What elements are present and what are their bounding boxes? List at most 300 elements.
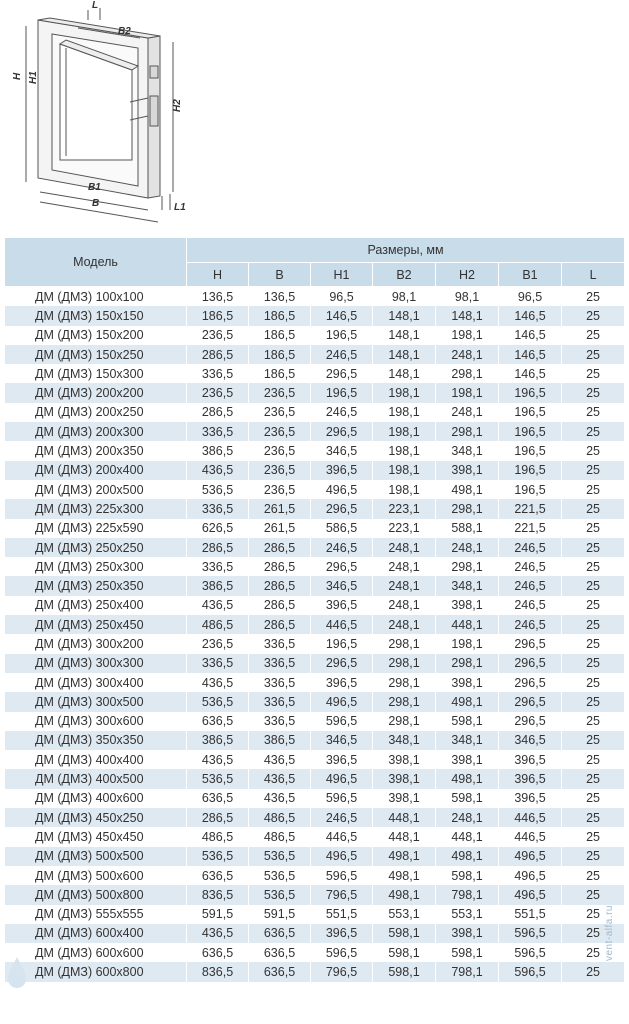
model-cell: ДМ (ДМЗ) 200х400 [5,461,187,480]
table-row [5,634,625,653]
table-row [5,557,625,576]
table-row [5,403,625,422]
dimension-cell: 436,5 [249,750,311,769]
dimension-cell: 436,5 [187,750,249,769]
dimension-cell: 636,5 [187,943,249,962]
dimension-cell: 636,5 [187,789,249,808]
dimension-cell: 198,1 [373,403,436,422]
label-h1: H1 [28,71,39,84]
dimension-cell: 236,5 [249,480,311,499]
dimension-cell: 25 [562,422,625,441]
model-cell: ДМ (ДМЗ) 150х250 [5,345,187,364]
dimension-cell: 25 [562,750,625,769]
dimension-cell: 551,5 [311,905,373,924]
dimension-cell: 298,1 [436,654,499,673]
dimension-cell: 446,5 [499,808,562,827]
dimension-cell: 286,5 [249,576,311,595]
table-row [5,326,625,345]
model-cell: ДМ (ДМЗ) 250х300 [5,557,187,576]
dimension-cell: 436,5 [249,769,311,788]
table-row [5,712,625,731]
dimension-cell: 25 [562,615,625,634]
dimension-cell: 296,5 [311,557,373,576]
table-row [5,287,625,307]
dimension-cell: 298,1 [373,673,436,692]
dimension-cell: 598,1 [373,962,436,981]
dimension-cell: 496,5 [311,847,373,866]
dimension-cell: 536,5 [187,847,249,866]
column-header: L [562,263,625,287]
dimension-cell: 398,1 [373,769,436,788]
dimension-cell: 25 [562,924,625,943]
dimension-cell: 636,5 [249,962,311,981]
dimension-cell: 25 [562,789,625,808]
dimension-cell: 596,5 [311,866,373,885]
dimension-cell: 148,1 [373,345,436,364]
dimension-cell: 25 [562,943,625,962]
dimension-cell: 436,5 [187,596,249,615]
dimension-cell: 551,5 [499,905,562,924]
table-row [5,345,625,364]
model-cell: ДМ (ДМЗ) 200х300 [5,422,187,441]
column-header: H1 [311,263,373,287]
table-row [5,364,625,383]
dimension-cell: 598,1 [373,924,436,943]
column-header: B [249,263,311,287]
dimension-cell: 25 [562,769,625,788]
dimension-cell: 246,5 [499,596,562,615]
dimension-cell: 236,5 [187,383,249,402]
model-cell: ДМ (ДМЗ) 350х350 [5,731,187,750]
dimension-cell: 553,1 [373,905,436,924]
dimensions-table [4,237,625,982]
model-cell: ДМ (ДМЗ) 400х400 [5,750,187,769]
dimension-cell: 348,1 [436,576,499,595]
dimension-cell: 148,1 [373,306,436,325]
dimension-cell: 246,5 [499,576,562,595]
dimension-cell: 596,5 [311,712,373,731]
label-l1: L1 [174,202,186,213]
dimension-cell: 336,5 [249,673,311,692]
dimension-cell: 261,5 [249,519,311,538]
dimension-cell: 536,5 [187,769,249,788]
dimension-cell: 248,1 [373,615,436,634]
dimensions-group-header: Размеры, мм [187,238,625,263]
dimension-cell: 25 [562,499,625,518]
dimension-cell: 591,5 [249,905,311,924]
dimension-cell: 336,5 [187,499,249,518]
dimension-cell: 298,1 [436,364,499,383]
model-cell: ДМ (ДМЗ) 400х500 [5,769,187,788]
dimension-cell: 221,5 [499,499,562,518]
dimension-cell: 236,5 [187,326,249,345]
dimension-cell: 198,1 [373,480,436,499]
model-cell: ДМ (ДМЗ) 600х600 [5,943,187,962]
dimension-cell: 246,5 [311,403,373,422]
model-cell: ДМ (ДМЗ) 200х350 [5,441,187,460]
dimension-cell: 198,1 [436,634,499,653]
dimension-cell: 626,5 [187,519,249,538]
dimension-cell: 496,5 [311,769,373,788]
table-row [5,905,625,924]
dimension-cell: 196,5 [499,383,562,402]
dimension-cell: 248,1 [436,808,499,827]
dimension-cell: 246,5 [311,345,373,364]
dimension-cell: 25 [562,480,625,499]
watermark-drop-icon [6,955,28,989]
table-row [5,769,625,788]
model-cell: ДМ (ДМЗ) 555х555 [5,905,187,924]
table-row [5,461,625,480]
table-row [5,499,625,518]
dimension-cell: 198,1 [373,383,436,402]
table-row [5,615,625,634]
dimension-cell: 436,5 [187,924,249,943]
dimension-cell: 25 [562,712,625,731]
dimension-cell: 246,5 [499,538,562,557]
dimension-cell: 348,1 [436,441,499,460]
dimension-cell: 146,5 [499,306,562,325]
dimension-cell: 591,5 [187,905,249,924]
dimension-cell: 298,1 [373,712,436,731]
model-cell: ДМ (ДМЗ) 150х200 [5,326,187,345]
model-cell: ДМ (ДМЗ) 300х300 [5,654,187,673]
dimension-cell: 298,1 [373,654,436,673]
dimension-cell: 536,5 [249,885,311,904]
model-cell: ДМ (ДМЗ) 250х400 [5,596,187,615]
dimension-cell: 146,5 [499,345,562,364]
dimension-cell: 298,1 [436,557,499,576]
dimension-cell: 196,5 [311,634,373,653]
dimension-cell: 398,1 [373,789,436,808]
dimension-cell: 186,5 [249,306,311,325]
dimension-cell: 198,1 [436,326,499,345]
dimension-cell: 396,5 [311,596,373,615]
model-cell: ДМ (ДМЗ) 600х400 [5,924,187,943]
dimension-cell: 536,5 [187,692,249,711]
dimension-cell: 25 [562,673,625,692]
dimension-cell: 596,5 [499,962,562,981]
dimension-cell: 336,5 [249,654,311,673]
table-row [5,789,625,808]
column-header: B2 [373,263,436,287]
dimension-cell: 596,5 [311,789,373,808]
dimension-cell: 146,5 [311,306,373,325]
table-row [5,422,625,441]
label-b: B [92,198,100,209]
dimension-cell: 536,5 [249,847,311,866]
dimension-cell: 246,5 [311,808,373,827]
dimension-cell: 298,1 [436,422,499,441]
model-cell: ДМ (ДМЗ) 500х500 [5,847,187,866]
dimension-cell: 636,5 [187,712,249,731]
dimension-cell: 25 [562,326,625,345]
dimension-cell: 348,1 [436,731,499,750]
dimension-cell: 96,5 [311,287,373,307]
dimension-cell: 348,1 [373,731,436,750]
dimension-cell: 25 [562,827,625,846]
model-cell: ДМ (ДМЗ) 100х100 [5,287,187,307]
dimension-cell: 446,5 [499,827,562,846]
dimension-cell: 396,5 [499,750,562,769]
label-b2: B2 [118,26,131,37]
dimension-cell: 636,5 [249,924,311,943]
dimension-cell: 536,5 [249,866,311,885]
dimension-cell: 536,5 [187,480,249,499]
model-cell: ДМ (ДМЗ) 250х250 [5,538,187,557]
dimension-cell: 498,1 [373,847,436,866]
model-cell: ДМ (ДМЗ) 225х590 [5,519,187,538]
dimension-cell: 136,5 [249,287,311,307]
dimension-cell: 298,1 [373,634,436,653]
table-row [5,306,625,325]
dimension-cell: 396,5 [499,789,562,808]
table-row [5,654,625,673]
dimension-cell: 448,1 [436,615,499,634]
dimension-cell: 196,5 [499,403,562,422]
dimension-cell: 296,5 [311,654,373,673]
dimension-cell: 248,1 [373,557,436,576]
dimension-cell: 346,5 [311,441,373,460]
dimension-cell: 346,5 [499,731,562,750]
model-cell: ДМ (ДМЗ) 225х300 [5,499,187,518]
model-cell: ДМ (ДМЗ) 300х500 [5,692,187,711]
dimension-cell: 498,1 [373,866,436,885]
table-row [5,596,625,615]
dimension-cell: 448,1 [436,827,499,846]
table-row [5,750,625,769]
dimension-cell: 496,5 [311,692,373,711]
door-dimension-drawing [0,0,200,232]
dimension-cell: 25 [562,383,625,402]
dimension-cell: 296,5 [499,692,562,711]
dimension-cell: 223,1 [373,499,436,518]
model-cell: ДМ (ДМЗ) 300х600 [5,712,187,731]
dimension-cell: 148,1 [436,306,499,325]
dimension-cell: 25 [562,441,625,460]
dimension-cell: 498,1 [436,847,499,866]
dimension-cell: 336,5 [187,364,249,383]
dimension-cell: 398,1 [373,750,436,769]
dimension-cell: 396,5 [311,924,373,943]
dimension-cell: 25 [562,654,625,673]
dimension-cell: 498,1 [436,480,499,499]
dimension-cell: 186,5 [249,326,311,345]
dimension-cell: 25 [562,731,625,750]
dimension-cell: 186,5 [187,306,249,325]
dimension-cell: 236,5 [187,634,249,653]
column-header: H [187,263,249,287]
dimension-cell: 286,5 [249,538,311,557]
dimension-cell: 146,5 [499,326,562,345]
dimension-cell: 398,1 [436,924,499,943]
dimension-cell: 386,5 [187,441,249,460]
dimension-cell: 596,5 [311,943,373,962]
dimension-cell: 25 [562,634,625,653]
dimension-cell: 96,5 [499,287,562,307]
table-row [5,673,625,692]
dimension-cell: 296,5 [499,712,562,731]
dimension-cell: 586,5 [311,519,373,538]
dimension-cell: 198,1 [373,441,436,460]
dimension-cell: 286,5 [249,557,311,576]
dimension-cell: 248,1 [373,538,436,557]
dimension-cell: 436,5 [187,461,249,480]
dimension-cell: 196,5 [311,326,373,345]
dimension-cell: 398,1 [436,673,499,692]
table-row [5,943,625,962]
table-row [5,731,625,750]
dimension-cell: 598,1 [436,866,499,885]
dimension-cell: 486,5 [187,615,249,634]
dimension-cell: 296,5 [499,654,562,673]
dimension-cell: 286,5 [187,345,249,364]
dimension-cell: 25 [562,692,625,711]
dimension-cell: 796,5 [311,962,373,981]
dimension-cell: 25 [562,576,625,595]
dimension-cell: 25 [562,866,625,885]
dimension-cell: 196,5 [311,383,373,402]
table-row [5,924,625,943]
table-row [5,538,625,557]
table-row [5,480,625,499]
dimension-cell: 496,5 [499,847,562,866]
model-cell: ДМ (ДМЗ) 200х500 [5,480,187,499]
dimension-cell: 248,1 [373,576,436,595]
dimension-cell: 286,5 [249,596,311,615]
dimension-cell: 236,5 [249,461,311,480]
dimension-cell: 98,1 [373,287,436,307]
dimension-cell: 236,5 [249,422,311,441]
table-row [5,383,625,402]
dimension-cell: 596,5 [499,943,562,962]
model-cell: ДМ (ДМЗ) 150х300 [5,364,187,383]
dimension-cell: 336,5 [249,634,311,653]
dimension-cell: 186,5 [249,364,311,383]
dimension-cell: 236,5 [249,441,311,460]
dimension-cell: 196,5 [499,422,562,441]
dimension-cell: 396,5 [311,461,373,480]
dimension-cell: 25 [562,557,625,576]
dimension-cell: 448,1 [373,808,436,827]
dimension-cell: 486,5 [249,808,311,827]
dimension-cell: 336,5 [249,692,311,711]
dimension-cell: 146,5 [499,364,562,383]
dimension-cell: 25 [562,962,625,981]
dimension-cell: 498,1 [436,769,499,788]
dimension-cell: 798,1 [436,885,499,904]
label-l: L [92,0,99,11]
dimension-cell: 796,5 [311,885,373,904]
dimension-cell: 25 [562,538,625,557]
table-row [5,847,625,866]
dimension-cell: 798,1 [436,962,499,981]
table-row [5,827,625,846]
dimension-cell: 25 [562,306,625,325]
dimension-cell: 196,5 [499,441,562,460]
dimension-cell: 296,5 [499,634,562,653]
dimension-cell: 553,1 [436,905,499,924]
table-row [5,808,625,827]
model-cell: ДМ (ДМЗ) 300х200 [5,634,187,653]
dimension-cell: 25 [562,905,625,924]
dimension-cell: 25 [562,847,625,866]
dimension-cell: 346,5 [311,731,373,750]
dimension-cell: 198,1 [373,461,436,480]
model-cell: ДМ (ДМЗ) 200х200 [5,383,187,402]
dimension-cell: 836,5 [187,885,249,904]
dimension-cell: 298,1 [373,692,436,711]
table-row [5,962,625,981]
model-cell: ДМ (ДМЗ) 500х600 [5,866,187,885]
table-row [5,519,625,538]
dimension-cell: 248,1 [436,403,499,422]
dimension-cell: 496,5 [311,480,373,499]
table-row [5,576,625,595]
dimension-cell: 636,5 [187,866,249,885]
dimension-cell: 248,1 [373,596,436,615]
dimension-cell: 221,5 [499,519,562,538]
dimension-cell: 286,5 [249,615,311,634]
model-cell: ДМ (ДМЗ) 200х250 [5,403,187,422]
dimension-cell: 25 [562,345,625,364]
table-row [5,441,625,460]
dimension-cell: 496,5 [499,885,562,904]
dimension-cell: 836,5 [187,962,249,981]
dimension-cell: 398,1 [436,750,499,769]
dimension-cell: 98,1 [436,287,499,307]
dimension-cell: 248,1 [436,538,499,557]
dimension-cell: 186,5 [249,345,311,364]
dimension-cell: 25 [562,403,625,422]
dimension-cell: 436,5 [187,673,249,692]
dimension-cell: 598,1 [436,943,499,962]
watermark: vent-alfa.ru [604,905,615,962]
dimension-cell: 25 [562,461,625,480]
dimension-cell: 25 [562,519,625,538]
column-header: B1 [499,263,562,287]
dimension-cell: 296,5 [311,499,373,518]
model-cell: ДМ (ДМЗ) 500х800 [5,885,187,904]
dimension-cell: 246,5 [499,615,562,634]
dimension-cell: 148,1 [373,326,436,345]
dimension-cell: 296,5 [311,422,373,441]
dimension-cell: 446,5 [311,827,373,846]
table-row [5,885,625,904]
dimension-cell: 436,5 [249,789,311,808]
dimension-cell: 486,5 [249,827,311,846]
dimension-cell: 398,1 [436,596,499,615]
label-b1: B1 [88,182,101,193]
dimension-cell: 498,1 [373,885,436,904]
dimension-cell: 446,5 [311,615,373,634]
dimension-cell: 598,1 [373,943,436,962]
dimension-cell: 336,5 [187,422,249,441]
dimension-cell: 198,1 [373,422,436,441]
dimension-cell: 396,5 [311,673,373,692]
dimension-cell: 296,5 [499,673,562,692]
model-cell: ДМ (ДМЗ) 150х150 [5,306,187,325]
dimension-cell: 496,5 [499,866,562,885]
table-row [5,866,625,885]
dimension-cell: 236,5 [249,383,311,402]
dimension-cell: 25 [562,596,625,615]
dimension-cell: 196,5 [499,480,562,499]
model-cell: ДМ (ДМЗ) 600х800 [5,962,187,981]
dimension-cell: 196,5 [499,461,562,480]
dimension-cell: 25 [562,287,625,307]
dimension-cell: 296,5 [311,364,373,383]
